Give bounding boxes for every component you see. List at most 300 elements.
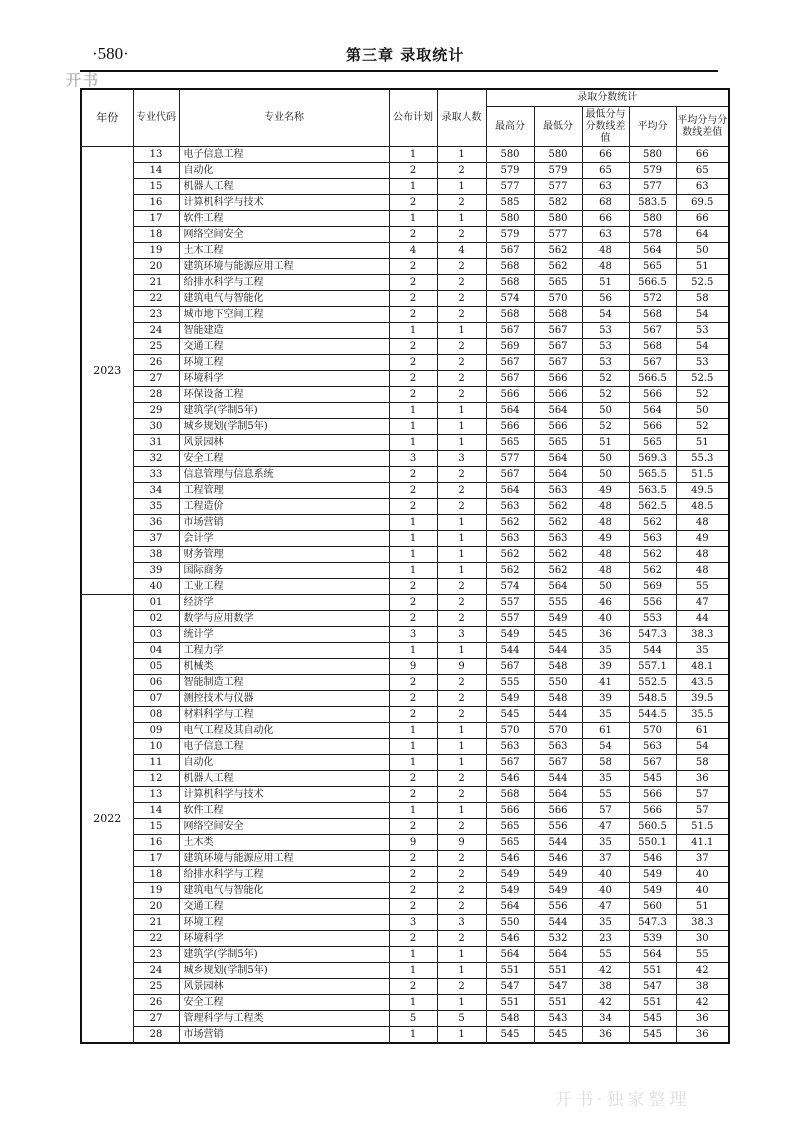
avg-score-cell: 563.5 [629, 483, 676, 499]
code-cell: 15 [133, 819, 179, 835]
plan-cell: 2 [389, 483, 437, 499]
chapter-title: 第三章 录取统计 [346, 46, 465, 64]
max-score-cell: 568 [486, 259, 534, 275]
min-score-cell: 547 [534, 979, 582, 995]
avg-score-cell: 562.5 [629, 499, 676, 515]
table-row [81, 579, 729, 595]
header-major: 专业名称 [179, 89, 389, 147]
table-row [81, 963, 729, 979]
major-name-cell: 测控技术与仪器 [179, 691, 389, 707]
avg-score-cell: 563 [629, 739, 676, 755]
avg-diff-cell: 38.3 [676, 627, 729, 643]
max-score-cell: 550 [486, 915, 534, 931]
plan-cell: 2 [389, 611, 437, 627]
admitted-cell: 2 [437, 883, 486, 899]
code-cell: 13 [133, 147, 179, 163]
min-score-cell: 546 [534, 851, 582, 867]
table-row [81, 243, 729, 259]
major-name-cell: 会计学 [179, 531, 389, 547]
plan-cell: 1 [389, 739, 437, 755]
min-score-cell: 563 [534, 483, 582, 499]
min-diff-cell: 49 [582, 483, 629, 499]
min-score-cell: 567 [534, 323, 582, 339]
min-diff-cell: 53 [582, 323, 629, 339]
plan-cell: 2 [389, 979, 437, 995]
avg-score-cell: 579 [629, 163, 676, 179]
min-diff-cell: 41 [582, 675, 629, 691]
table-row [81, 451, 729, 467]
admitted-cell: 2 [437, 339, 486, 355]
table-row [81, 755, 729, 771]
max-score-cell: 565 [486, 435, 534, 451]
max-score-cell: 555 [486, 675, 534, 691]
max-score-cell: 545 [486, 1027, 534, 1044]
min-diff-cell: 48 [582, 515, 629, 531]
avg-diff-cell: 55 [676, 947, 729, 963]
max-score-cell: 574 [486, 291, 534, 307]
min-score-cell: 545 [534, 627, 582, 643]
avg-score-cell: 562 [629, 547, 676, 563]
table-row [81, 339, 729, 355]
min-diff-cell: 50 [582, 451, 629, 467]
code-cell: 27 [133, 1011, 179, 1027]
min-score-cell: 544 [534, 707, 582, 723]
code-cell: 39 [133, 563, 179, 579]
plan-cell: 2 [389, 851, 437, 867]
avg-diff-cell: 47 [676, 595, 729, 611]
plan-cell: 2 [389, 595, 437, 611]
min-diff-cell: 48 [582, 499, 629, 515]
table-row [81, 307, 729, 323]
min-score-cell: 563 [534, 531, 582, 547]
min-diff-cell: 50 [582, 403, 629, 419]
min-score-cell: 549 [534, 867, 582, 883]
max-score-cell: 568 [486, 787, 534, 803]
admitted-cell: 2 [437, 163, 486, 179]
major-name-cell: 电子信息工程 [179, 147, 389, 163]
avg-diff-cell: 58 [676, 291, 729, 307]
plan-cell: 1 [389, 515, 437, 531]
max-score-cell: 568 [486, 307, 534, 323]
min-diff-cell: 55 [582, 947, 629, 963]
avg-diff-cell: 39.5 [676, 691, 729, 707]
avg-score-cell: 547 [629, 979, 676, 995]
min-score-cell: 562 [534, 499, 582, 515]
min-diff-cell: 37 [582, 851, 629, 867]
table-row [81, 851, 729, 867]
admitted-cell: 2 [437, 387, 486, 403]
min-diff-cell: 57 [582, 803, 629, 819]
min-score-cell: 543 [534, 1011, 582, 1027]
header-plan: 公布计划 [389, 89, 437, 147]
table-row [81, 499, 729, 515]
min-diff-cell: 52 [582, 419, 629, 435]
plan-cell: 1 [389, 211, 437, 227]
avg-diff-cell: 48 [676, 547, 729, 563]
admitted-cell: 2 [437, 483, 486, 499]
major-name-cell: 土木工程 [179, 243, 389, 259]
admitted-cell: 3 [437, 915, 486, 931]
table-row [81, 259, 729, 275]
min-score-cell: 564 [534, 579, 582, 595]
min-diff-cell: 36 [582, 1027, 629, 1044]
avg-score-cell: 566 [629, 419, 676, 435]
avg-score-cell: 560.5 [629, 819, 676, 835]
header-avg-diff: 平均分与分数线差值 [676, 107, 729, 147]
plan-cell: 2 [389, 707, 437, 723]
max-score-cell: 564 [486, 899, 534, 915]
plan-cell: 2 [389, 499, 437, 515]
admitted-cell: 2 [437, 227, 486, 243]
avg-diff-cell: 48.5 [676, 499, 729, 515]
table-row [81, 675, 729, 691]
plan-cell: 1 [389, 419, 437, 435]
table-row [81, 483, 729, 499]
avg-diff-cell: 53 [676, 355, 729, 371]
major-name-cell: 环境工程 [179, 915, 389, 931]
min-diff-cell: 68 [582, 195, 629, 211]
min-score-cell: 551 [534, 995, 582, 1011]
min-score-cell: 551 [534, 963, 582, 979]
avg-diff-cell: 36 [676, 771, 729, 787]
admitted-cell: 5 [437, 1011, 486, 1027]
year-cell: 2023 [81, 147, 133, 595]
max-score-cell: 565 [486, 835, 534, 851]
avg-score-cell: 565.5 [629, 467, 676, 483]
admitted-cell: 1 [437, 323, 486, 339]
min-diff-cell: 40 [582, 867, 629, 883]
major-name-cell: 交通工程 [179, 899, 389, 915]
avg-diff-cell: 50 [676, 403, 729, 419]
max-score-cell: 557 [486, 595, 534, 611]
code-cell: 22 [133, 931, 179, 947]
min-diff-cell: 66 [582, 147, 629, 163]
avg-score-cell: 549 [629, 883, 676, 899]
code-cell: 04 [133, 643, 179, 659]
admitted-cell: 2 [437, 787, 486, 803]
plan-cell: 2 [389, 787, 437, 803]
max-score-cell: 567 [486, 659, 534, 675]
max-score-cell: 562 [486, 563, 534, 579]
max-score-cell: 545 [486, 707, 534, 723]
avg-score-cell: 539 [629, 931, 676, 947]
table-row [81, 803, 729, 819]
major-name-cell: 环保设备工程 [179, 387, 389, 403]
major-name-cell: 机器人工程 [179, 179, 389, 195]
table-row [81, 195, 729, 211]
table-row [81, 227, 729, 243]
major-name-cell: 机器人工程 [179, 771, 389, 787]
avg-score-cell: 578 [629, 227, 676, 243]
plan-cell: 1 [389, 947, 437, 963]
admitted-cell: 1 [437, 563, 486, 579]
table-row [81, 979, 729, 995]
max-score-cell: 549 [486, 627, 534, 643]
code-cell: 19 [133, 883, 179, 899]
major-name-cell: 智能建造 [179, 323, 389, 339]
major-name-cell: 统计学 [179, 627, 389, 643]
max-score-cell: 579 [486, 227, 534, 243]
header-score-group: 录取分数统计 [486, 89, 729, 107]
min-score-cell: 567 [534, 339, 582, 355]
table-row [81, 771, 729, 787]
avg-score-cell: 567 [629, 323, 676, 339]
min-score-cell: 564 [534, 787, 582, 803]
table-row [81, 387, 729, 403]
table-row [81, 819, 729, 835]
max-score-cell: 547 [486, 979, 534, 995]
avg-score-cell: 564 [629, 403, 676, 419]
avg-score-cell: 583.5 [629, 195, 676, 211]
plan-cell: 2 [389, 291, 437, 307]
min-score-cell: 544 [534, 915, 582, 931]
plan-cell: 1 [389, 755, 437, 771]
avg-diff-cell: 44 [676, 611, 729, 627]
admitted-cell: 3 [437, 451, 486, 467]
min-diff-cell: 40 [582, 883, 629, 899]
admitted-cell: 1 [437, 947, 486, 963]
table-row [81, 275, 729, 291]
major-name-cell: 环境工程 [179, 355, 389, 371]
major-name-cell: 交通工程 [179, 339, 389, 355]
avg-diff-cell: 41.1 [676, 835, 729, 851]
code-cell: 20 [133, 899, 179, 915]
plan-cell: 2 [389, 227, 437, 243]
header-admitted: 录取人数 [437, 89, 486, 147]
min-diff-cell: 46 [582, 595, 629, 611]
header-min: 最低分 [534, 107, 582, 147]
code-cell: 24 [133, 963, 179, 979]
code-cell: 16 [133, 195, 179, 211]
min-diff-cell: 35 [582, 915, 629, 931]
avg-diff-cell: 69.5 [676, 195, 729, 211]
major-name-cell: 自动化 [179, 163, 389, 179]
code-cell: 21 [133, 915, 179, 931]
plan-cell: 1 [389, 563, 437, 579]
admitted-cell: 1 [437, 211, 486, 227]
major-name-cell: 自动化 [179, 755, 389, 771]
avg-diff-cell: 66 [676, 147, 729, 163]
min-diff-cell: 35 [582, 707, 629, 723]
avg-score-cell: 544.5 [629, 707, 676, 723]
min-score-cell: 564 [534, 451, 582, 467]
min-score-cell: 577 [534, 179, 582, 195]
major-name-cell: 建筑环境与能源应用工程 [179, 851, 389, 867]
min-diff-cell: 47 [582, 819, 629, 835]
code-cell: 32 [133, 451, 179, 467]
code-cell: 01 [133, 595, 179, 611]
avg-diff-cell: 52 [676, 419, 729, 435]
avg-diff-cell: 51.5 [676, 819, 729, 835]
min-score-cell: 550 [534, 675, 582, 691]
max-score-cell: 546 [486, 931, 534, 947]
code-cell: 30 [133, 419, 179, 435]
avg-score-cell: 551 [629, 963, 676, 979]
avg-score-cell: 553 [629, 611, 676, 627]
min-score-cell: 549 [534, 883, 582, 899]
table-row [81, 547, 729, 563]
plan-cell: 1 [389, 531, 437, 547]
max-score-cell: 580 [486, 147, 534, 163]
admitted-cell: 1 [437, 739, 486, 755]
avg-diff-cell: 51 [676, 435, 729, 451]
min-score-cell: 565 [534, 275, 582, 291]
code-cell: 18 [133, 867, 179, 883]
max-score-cell: 577 [486, 451, 534, 467]
admitted-cell: 1 [437, 179, 486, 195]
max-score-cell: 570 [486, 723, 534, 739]
min-diff-cell: 42 [582, 995, 629, 1011]
min-score-cell: 564 [534, 403, 582, 419]
plan-cell: 2 [389, 579, 437, 595]
avg-diff-cell: 52.5 [676, 371, 729, 387]
admitted-cell: 2 [437, 259, 486, 275]
max-score-cell: 562 [486, 547, 534, 563]
admitted-cell: 1 [437, 723, 486, 739]
major-name-cell: 工业工程 [179, 579, 389, 595]
major-name-cell: 数学与应用数学 [179, 611, 389, 627]
min-diff-cell: 63 [582, 179, 629, 195]
plan-cell: 2 [389, 691, 437, 707]
table-row [81, 595, 729, 611]
major-name-cell: 城市地下空间工程 [179, 307, 389, 323]
plan-cell: 2 [389, 883, 437, 899]
min-score-cell: 556 [534, 819, 582, 835]
min-score-cell: 568 [534, 307, 582, 323]
min-diff-cell: 39 [582, 691, 629, 707]
admitted-cell: 1 [437, 755, 486, 771]
admitted-cell: 1 [437, 803, 486, 819]
admitted-cell: 1 [437, 547, 486, 563]
avg-score-cell: 556 [629, 595, 676, 611]
avg-score-cell: 566 [629, 803, 676, 819]
table-row [81, 899, 729, 915]
avg-diff-cell: 40 [676, 883, 729, 899]
admitted-cell: 2 [437, 611, 486, 627]
header-code: 专业代码 [133, 89, 179, 147]
table-row [81, 211, 729, 227]
min-score-cell: 579 [534, 163, 582, 179]
max-score-cell: 580 [486, 211, 534, 227]
plan-cell: 9 [389, 835, 437, 851]
table-row [81, 531, 729, 547]
max-score-cell: 567 [486, 323, 534, 339]
max-score-cell: 546 [486, 771, 534, 787]
table-row [81, 691, 729, 707]
avg-score-cell: 560 [629, 899, 676, 915]
plan-cell: 1 [389, 1027, 437, 1044]
code-cell: 14 [133, 163, 179, 179]
plan-cell: 2 [389, 307, 437, 323]
plan-cell: 5 [389, 1011, 437, 1027]
avg-score-cell: 570 [629, 723, 676, 739]
admitted-cell: 2 [437, 355, 486, 371]
avg-score-cell: 569.3 [629, 451, 676, 467]
avg-score-cell: 566.5 [629, 275, 676, 291]
max-score-cell: 569 [486, 339, 534, 355]
min-score-cell: 570 [534, 723, 582, 739]
avg-diff-cell: 30 [676, 931, 729, 947]
min-score-cell: 567 [534, 755, 582, 771]
major-name-cell: 软件工程 [179, 211, 389, 227]
min-diff-cell: 50 [582, 467, 629, 483]
admission-statistics-table [80, 88, 730, 1044]
admitted-cell: 2 [437, 819, 486, 835]
max-score-cell: 551 [486, 995, 534, 1011]
code-cell: 24 [133, 323, 179, 339]
min-diff-cell: 34 [582, 1011, 629, 1027]
code-cell: 34 [133, 483, 179, 499]
max-score-cell: 544 [486, 643, 534, 659]
plan-cell: 1 [389, 435, 437, 451]
admitted-cell: 2 [437, 291, 486, 307]
min-diff-cell: 52 [582, 371, 629, 387]
min-score-cell: 555 [534, 595, 582, 611]
max-score-cell: 564 [486, 483, 534, 499]
avg-diff-cell: 37 [676, 851, 729, 867]
max-score-cell: 567 [486, 355, 534, 371]
avg-score-cell: 548.5 [629, 691, 676, 707]
major-name-cell: 建筑电气与智能化 [179, 883, 389, 899]
plan-cell: 1 [389, 147, 437, 163]
avg-diff-cell: 50 [676, 243, 729, 259]
avg-diff-cell: 57 [676, 787, 729, 803]
admitted-cell: 2 [437, 307, 486, 323]
table-row [81, 419, 729, 435]
admitted-cell: 2 [437, 195, 486, 211]
major-name-cell: 环境科学 [179, 931, 389, 947]
max-score-cell: 577 [486, 179, 534, 195]
avg-score-cell: 580 [629, 211, 676, 227]
table-row [81, 371, 729, 387]
min-score-cell: 544 [534, 771, 582, 787]
code-cell: 06 [133, 675, 179, 691]
table-row [81, 995, 729, 1011]
avg-score-cell: 562 [629, 563, 676, 579]
code-cell: 28 [133, 387, 179, 403]
plan-cell: 2 [389, 163, 437, 179]
avg-score-cell: 564 [629, 243, 676, 259]
major-name-cell: 风景园林 [179, 979, 389, 995]
avg-diff-cell: 55.3 [676, 451, 729, 467]
avg-diff-cell: 40 [676, 867, 729, 883]
max-score-cell: 551 [486, 963, 534, 979]
major-name-cell: 建筑学(学制5年) [179, 947, 389, 963]
table-body [81, 147, 729, 1044]
avg-diff-cell: 48 [676, 563, 729, 579]
major-name-cell: 给排水科学与工程 [179, 275, 389, 291]
admitted-cell: 2 [437, 707, 486, 723]
min-diff-cell: 54 [582, 307, 629, 323]
major-name-cell: 建筑环境与能源应用工程 [179, 259, 389, 275]
min-diff-cell: 54 [582, 739, 629, 755]
major-name-cell: 管理科学与工程类 [179, 1011, 389, 1027]
admitted-cell: 2 [437, 899, 486, 915]
max-score-cell: 549 [486, 883, 534, 899]
plan-cell: 4 [389, 243, 437, 259]
min-diff-cell: 58 [582, 755, 629, 771]
code-cell: 17 [133, 851, 179, 867]
major-name-cell: 电子信息工程 [179, 739, 389, 755]
avg-score-cell: 565 [629, 259, 676, 275]
admitted-cell: 2 [437, 867, 486, 883]
avg-diff-cell: 53 [676, 323, 729, 339]
avg-diff-cell: 42 [676, 995, 729, 1011]
max-score-cell: 566 [486, 803, 534, 819]
avg-score-cell: 568 [629, 307, 676, 323]
plan-cell: 2 [389, 195, 437, 211]
avg-score-cell: 545 [629, 1027, 676, 1044]
